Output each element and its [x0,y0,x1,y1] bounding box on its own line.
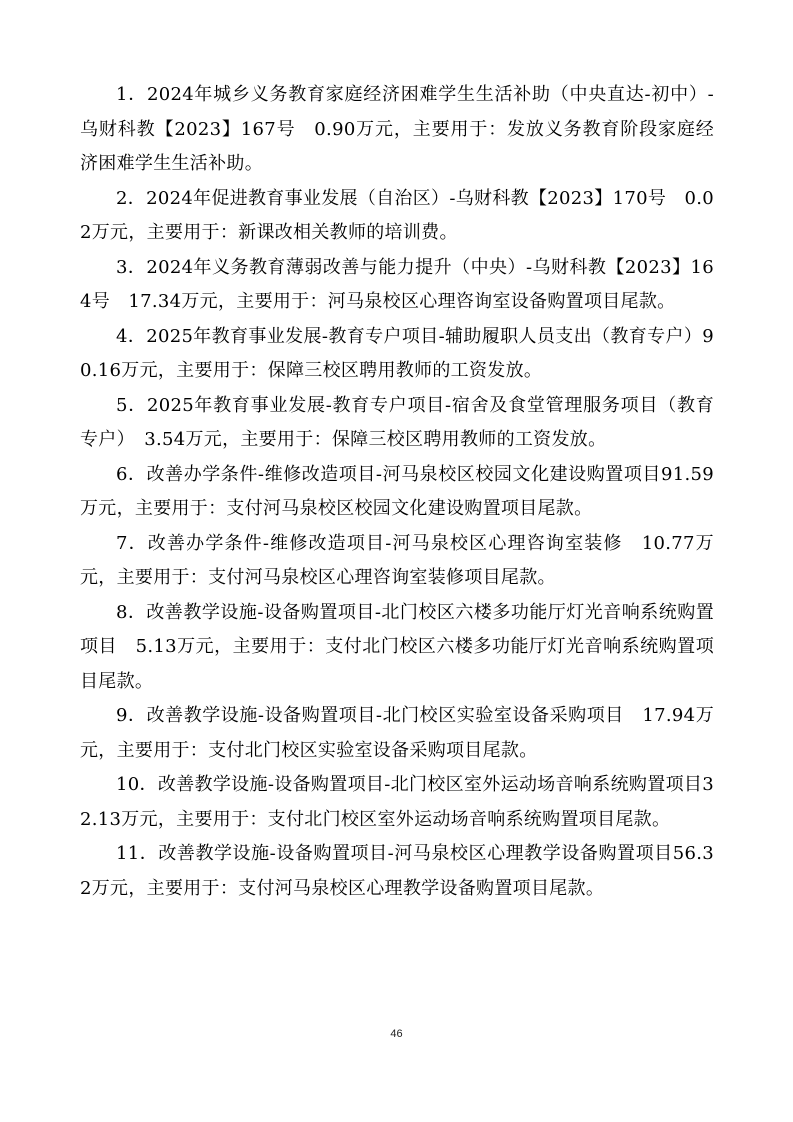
list-item-7: 7．改善办学条件-维修改造项目-河马泉校区心理咨询室装修 10.77万元，主要用于：支付河马泉校区心理咨询室装修项目尾款。 [80,532,714,588]
list-item-2: 2．2024年促进教育事业发展（自治区）-乌财科教【2023】170号 0.02万元，主要用于：新课改相关教师的培训费。 [80,187,714,243]
list-item-11: 11．改善教学设施-设备购置项目-河马泉校区心理教学设备购置项目56.32万元，主要用于：支付河马泉校区心理教学设备购置项目尾款。 [80,843,714,899]
list-item-8: 8．改善教学设施-设备购置项目-北门校区六楼多功能厅灯光音响系统购置项目 5.13万元，主要用于：支付北门校区六楼多功能厅灯光音响系统购置项目尾款。 [80,601,714,692]
page-number: 46 [390,1028,403,1040]
list-item-1: 1．2024年城乡义务教育家庭经济困难学生生活补助（中央直达-初中）-乌财科教【2023】167号 0.90万元，主要用于：发放义务教育阶段家庭经济困难学生生活补助。 [80,84,714,174]
list-item-10: 10．改善教学设施-设备购置项目-北门校区室外运动场音响系统购置项目32.13万元，主要用于：支付北门校区室外运动场音响系统购置项目尾款。 [80,774,714,830]
document-body [80,78,714,906]
list-item-9: 9．改善教学设施-设备购置项目-北门校区实验室设备采购项目 17.94万元，主要用于：支付北门校区实验室设备采购项目尾款。 [80,705,714,761]
list-item-3: 3．2024年义务教育薄弱改善与能力提升（中央）-乌财科教【2023】164号 17.34万元，主要用于：河马泉校区心理咨询室设备购置项目尾款。 [80,256,714,312]
list-item-4: 4．2025年教育事业发展-教育专户项目-辅助履职人员支出（教育专户）90.16万元，主要用于：保障三校区聘用教师的工资发放。 [80,325,714,381]
list-item-6: 6．改善办学条件-维修改造项目-河马泉校区校园文化建设购置项目91.59万元，主要用于：支付河马泉校区校园文化建设购置项目尾款。 [80,463,714,519]
list-item-5: 5．2025年教育事业发展-教育专户项目-宿舍及食堂管理服务项目（教育专户） 3.54万元，主要用于：保障三校区聘用教师的工资发放。 [80,394,714,450]
